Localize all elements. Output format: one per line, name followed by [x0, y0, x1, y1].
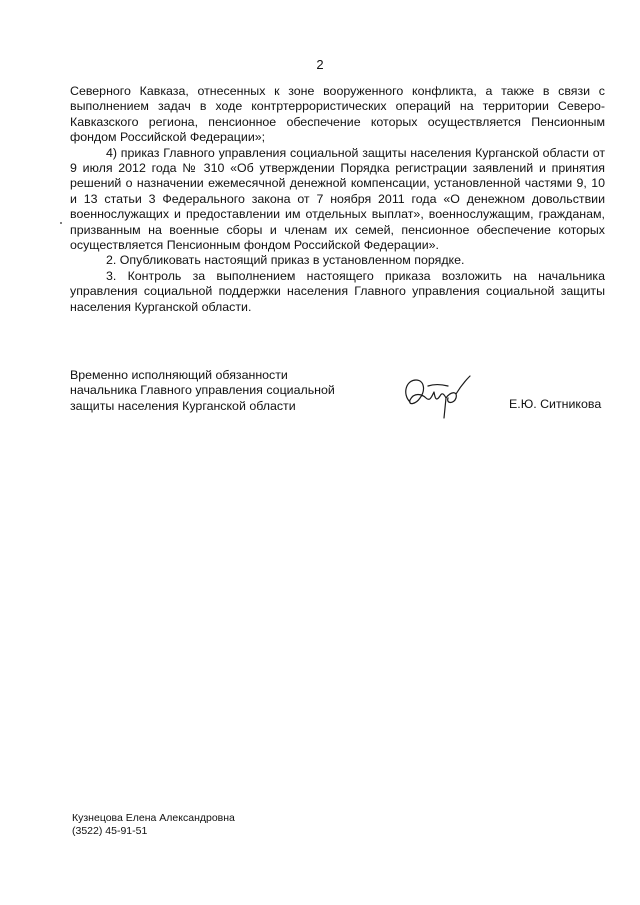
signatory-position-line: защиты населения Курганской области: [70, 398, 296, 413]
signatory-position: [70, 368, 335, 414]
page-number: 2: [316, 57, 324, 72]
signatory-position-line: начальника Главного управления социальной: [70, 383, 335, 398]
executor-info: [72, 812, 235, 838]
paragraph-item-4: 4) приказ Главного управления социальной защиты населения Курганской области от 9 июля 2012 года № 310 «Об утверждении Порядка регистрации заявлений и принятия решений о назначении ежемесячной денежной компенсации, установленной частями 9, 10 и 13 статьи 3 Федерального закона от 7 ноября 2011 года «О денежном довольствии военнослужащих и предоставлении им отдельных выплат», военнослужащим, гражданам, призванным на военные сборы и членам их семей, пенсионное обеспечение которых осуществляется Пенсионным фондом Российской Федерации».: [70, 145, 605, 253]
paragraph-clause-3: 3. Контроль за выполнением настоящего приказа возложить на начальника управления социальной поддержки населения Главного управления социальной защиты населения Курганской области.: [70, 268, 605, 314]
document-body: [70, 84, 605, 315]
signatory-position-line: Временно исполняющий обязанности: [70, 368, 288, 382]
paragraph-clause-2: 2. Опубликовать настоящий приказ в установленном порядке.: [106, 253, 465, 268]
signer-name: Е.Ю. Ситникова: [509, 397, 602, 411]
scan-speck: [60, 222, 62, 224]
paragraph-continuation: Северного Кавказа, отнесенных к зоне вооруженного конфликта, а также в связи с выполнением задач в ходе контртеррористических операций на территории Северо-Кавказского региона, пенсионное обеспечение которых осуществляется Пенсионным фондом Российской Федерации»;: [70, 84, 605, 145]
executor-name: Кузнецова Елена Александровна: [72, 812, 235, 824]
handwritten-signature: [400, 372, 475, 427]
executor-phone: (3522) 45-91-51: [72, 825, 148, 837]
